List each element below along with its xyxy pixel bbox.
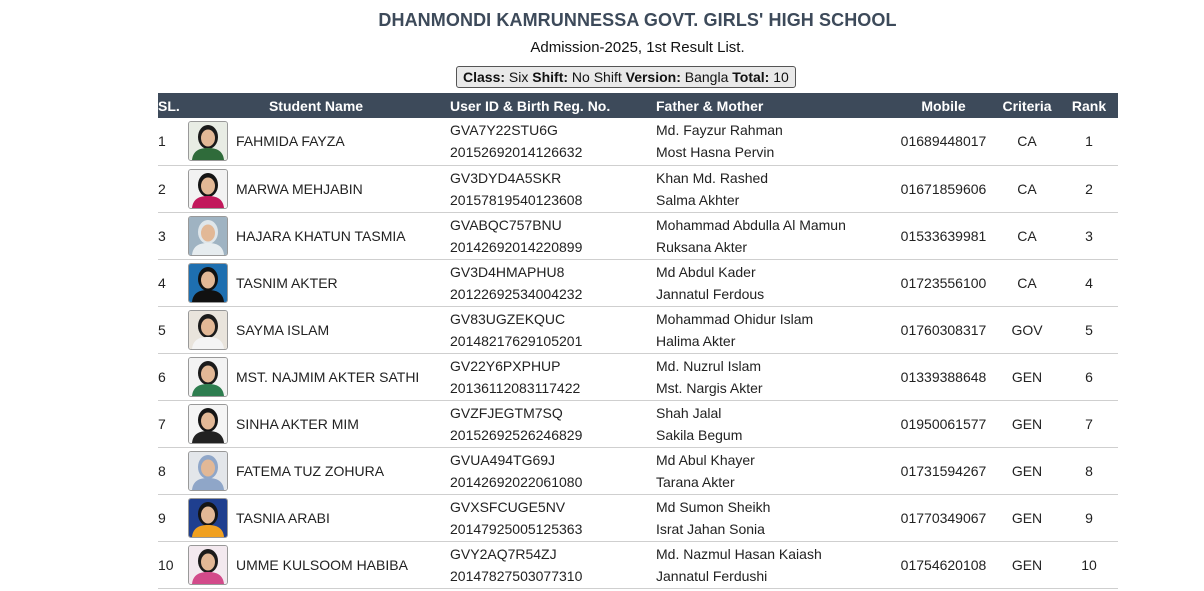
row-criteria: GEN	[1011, 368, 1043, 385]
table-row	[158, 259, 1118, 306]
row-student	[182, 306, 450, 353]
table-row	[158, 541, 1118, 588]
row-ids	[450, 353, 656, 400]
class-label: Class:	[463, 69, 506, 85]
student-name-wrap	[182, 216, 450, 256]
father-name: Md. Nuzrul Islam	[656, 357, 762, 374]
user-id: GVZFJEGTM7SQ	[450, 404, 563, 421]
result-table	[158, 93, 1118, 589]
total-label: Total:	[732, 69, 770, 85]
row-sl: 7	[158, 415, 166, 432]
mother-name: Ruksana Akter	[656, 238, 748, 255]
father-name: Md. Nazmul Hasan Kaiash	[656, 545, 822, 562]
row-student	[182, 494, 450, 541]
row-student	[182, 541, 450, 588]
student-photo-drawing	[189, 264, 227, 302]
row-mobile: 01671859606	[900, 180, 987, 197]
student-name: TASNIA ARABI	[236, 509, 330, 526]
user-id: GV83UGZEKQUC	[450, 310, 566, 327]
row-rank: 7	[1085, 415, 1093, 432]
table-row	[158, 118, 1118, 165]
header-student-name: Student Name	[182, 93, 450, 118]
user-id: GVUA494TG69J	[450, 451, 556, 468]
birth-reg-no: 20152692526246829	[450, 426, 583, 443]
photo-face	[201, 177, 215, 194]
student-name: MARWA MEHJABIN	[236, 180, 363, 197]
row-parents	[656, 118, 893, 165]
row-parents	[656, 400, 893, 447]
student-photo	[188, 404, 228, 444]
school-title: DHANMONDI KAMRUNNESSA GOVT. GIRLS' HIGH SCHOOL	[378, 10, 897, 30]
student-name: UMME KULSOOM HABIBA	[236, 556, 408, 573]
class-value: Six	[508, 69, 529, 85]
photo-face	[201, 224, 215, 241]
father-name: Md Sumon Sheikh	[656, 498, 771, 515]
row-criteria: GEN	[1011, 462, 1043, 479]
row-criteria: GEN	[1011, 556, 1043, 573]
row-rank: 4	[1085, 274, 1093, 291]
student-photo	[188, 169, 228, 209]
student-name: TASNIM AKTER	[236, 274, 338, 291]
row-criteria: CA	[1017, 180, 1037, 197]
row-sl: 8	[158, 462, 166, 479]
row-criteria: CA	[1017, 133, 1037, 150]
row-sl: 6	[158, 368, 166, 385]
photo-face	[201, 130, 215, 147]
student-photo-drawing	[189, 405, 227, 443]
father-name: Mohammad Ohidur Islam	[656, 310, 814, 327]
user-id: GV22Y6PXPHUP	[450, 357, 561, 374]
row-criteria: GEN	[1011, 415, 1043, 432]
row-ids	[450, 259, 656, 306]
row-student	[182, 212, 450, 259]
mother-name: Salma Akhter	[656, 191, 740, 208]
mother-name: Most Hasna Pervin	[656, 144, 775, 161]
student-photo-drawing	[189, 217, 227, 255]
row-rank: 8	[1085, 462, 1093, 479]
student-photo	[188, 357, 228, 397]
row-ids	[450, 447, 656, 494]
row-sl: 4	[158, 274, 166, 291]
birth-reg-no: 20122692534004232	[450, 285, 583, 302]
row-criteria: CA	[1017, 227, 1037, 244]
row-mobile: 01533639981	[900, 227, 987, 244]
version-label: Version:	[625, 69, 681, 85]
student-name: FATEMA TUZ ZOHURA	[236, 462, 385, 479]
mother-name: Israt Jahan Sonia	[656, 520, 765, 537]
row-sl: 10	[158, 556, 174, 573]
birth-reg-no: 20142692014220899	[450, 238, 583, 255]
row-mobile: 01760308317	[900, 321, 987, 338]
shift-label: Shift:	[532, 69, 569, 85]
father-name: Md. Fayzur Rahman	[656, 122, 783, 139]
student-name-wrap	[182, 357, 450, 397]
row-sl: 9	[158, 509, 166, 526]
student-photo	[188, 310, 228, 350]
student-photo	[188, 121, 228, 161]
header-mobile: Mobile	[893, 93, 994, 118]
mother-name: Sakila Begum	[656, 426, 743, 443]
table-row	[158, 447, 1118, 494]
row-mobile: 01770349067	[900, 509, 987, 526]
user-id: GVABQC757BNU	[450, 216, 562, 233]
mother-name: Halima Akter	[656, 332, 736, 349]
student-photo	[188, 451, 228, 491]
student-name: SAYMA ISLAM	[236, 321, 330, 338]
row-parents	[656, 541, 893, 588]
row-student	[182, 118, 450, 165]
photo-face	[201, 365, 215, 382]
birth-reg-no: 20148217629105201	[450, 332, 583, 349]
birth-reg-no: 20147925005125363	[450, 520, 583, 537]
birth-reg-no: 20136112083117422	[450, 379, 581, 396]
row-mobile: 01723556100	[900, 274, 987, 291]
row-criteria: CA	[1017, 274, 1037, 291]
version-value: Bangla	[684, 69, 729, 85]
row-rank: 2	[1085, 180, 1093, 197]
photo-face	[201, 553, 215, 570]
student-name: HAJARA KHATUN TASMIA	[236, 227, 406, 244]
student-name: MST. NAJMIM AKTER SATHI	[236, 368, 420, 385]
header-rank: Rank	[1060, 93, 1118, 118]
photo-face	[201, 506, 215, 523]
student-photo	[188, 498, 228, 538]
table-header-row	[158, 93, 1118, 118]
row-mobile: 01754620108	[900, 556, 987, 573]
row-parents	[656, 306, 893, 353]
student-photo	[188, 263, 228, 303]
table-row	[158, 400, 1118, 447]
row-parents	[656, 494, 893, 541]
birth-reg-no: 20157819540123608	[450, 191, 583, 208]
header-sl: SL.	[158, 93, 182, 118]
user-id: GV3DYD4A5SKR	[450, 169, 562, 186]
student-name-wrap	[182, 545, 450, 585]
student-name-wrap	[182, 263, 450, 303]
row-parents	[656, 259, 893, 306]
row-ids	[450, 494, 656, 541]
row-mobile: 01950061577	[900, 415, 987, 432]
father-name: Md Abdul Kader	[656, 263, 756, 280]
row-rank: 3	[1085, 227, 1093, 244]
row-mobile: 01731594267	[900, 462, 987, 479]
row-ids	[450, 400, 656, 447]
mother-name: Mst. Nargis Akter	[656, 379, 763, 396]
birth-reg-no: 20147827503077310	[450, 567, 583, 584]
table-row	[158, 165, 1118, 212]
row-rank: 1	[1085, 133, 1093, 150]
mother-name: Jannatul Ferdous	[656, 285, 765, 302]
row-parents	[656, 447, 893, 494]
row-rank: 9	[1085, 509, 1093, 526]
header-ids: User ID & Birth Reg. No.	[450, 93, 656, 118]
total-value: 10	[773, 69, 789, 85]
father-name: Shah Jalal	[656, 404, 722, 421]
user-id: GV3D4HMAPHU8	[450, 263, 565, 280]
row-criteria: GOV	[1011, 321, 1043, 338]
student-photo-drawing	[189, 170, 227, 208]
row-rank: 10	[1081, 556, 1097, 573]
father-name: Md Abul Khayer	[656, 451, 755, 468]
header-parents: Father & Mother	[656, 93, 893, 118]
student-photo	[188, 545, 228, 585]
row-mobile: 01339388648	[900, 368, 987, 385]
student-photo-drawing	[189, 122, 227, 160]
user-id: GVY2AQ7R54ZJ	[450, 545, 557, 562]
row-parents	[656, 165, 893, 212]
father-name: Mohammad Abdulla Al Mamun	[656, 216, 846, 233]
table-body	[158, 118, 1118, 588]
student-photo-drawing	[189, 452, 227, 490]
photo-face	[201, 459, 215, 476]
user-id: GVA7Y22STU6G	[450, 122, 558, 139]
row-student	[182, 165, 450, 212]
row-ids	[450, 541, 656, 588]
row-rank: 6	[1085, 368, 1093, 385]
class-info-box	[456, 66, 796, 88]
row-sl: 3	[158, 227, 166, 244]
table-row	[158, 212, 1118, 259]
row-parents	[656, 353, 893, 400]
table-row	[158, 306, 1118, 353]
student-name-wrap	[182, 169, 450, 209]
student-photo-drawing	[189, 499, 227, 537]
student-name: FAHMIDA FAYZA	[236, 133, 345, 150]
row-ids	[450, 118, 656, 165]
student-photo	[188, 216, 228, 256]
user-id: GVXSFCUGE5NV	[450, 498, 566, 515]
mother-name: Tarana Akter	[656, 473, 735, 490]
row-mobile: 01689448017	[900, 133, 987, 150]
row-sl: 5	[158, 321, 166, 338]
row-student	[182, 259, 450, 306]
student-photo-drawing	[189, 311, 227, 349]
mother-name: Jannatul Ferdushi	[656, 567, 768, 584]
table-row	[158, 494, 1118, 541]
row-ids	[450, 306, 656, 353]
birth-reg-no: 20152692014126632	[450, 144, 583, 161]
student-name-wrap	[182, 310, 450, 350]
row-parents	[656, 212, 893, 259]
photo-face	[201, 271, 215, 288]
shift-value: No Shift	[571, 69, 622, 85]
row-student	[182, 353, 450, 400]
row-criteria: GEN	[1011, 509, 1043, 526]
row-ids	[450, 165, 656, 212]
birth-reg-no: 20142692022061080	[450, 473, 583, 490]
row-student	[182, 400, 450, 447]
row-sl: 1	[158, 133, 166, 150]
row-student	[182, 447, 450, 494]
student-photo-drawing	[189, 546, 227, 584]
table-row	[158, 353, 1118, 400]
header-criteria: Criteria	[994, 93, 1060, 118]
photo-face	[201, 412, 215, 429]
row-rank: 5	[1085, 321, 1093, 338]
student-photo-drawing	[189, 358, 227, 396]
student-name-wrap	[182, 451, 450, 491]
student-name: SINHA AKTER MIM	[236, 415, 359, 432]
student-name-wrap	[182, 404, 450, 444]
photo-face	[201, 318, 215, 335]
row-ids	[450, 212, 656, 259]
row-sl: 2	[158, 180, 166, 197]
student-name-wrap	[182, 498, 450, 538]
student-name-wrap	[182, 121, 450, 161]
father-name: Khan Md. Rashed	[656, 169, 769, 186]
result-subtitle: Admission-2025, 1st Result List.	[530, 39, 745, 56]
